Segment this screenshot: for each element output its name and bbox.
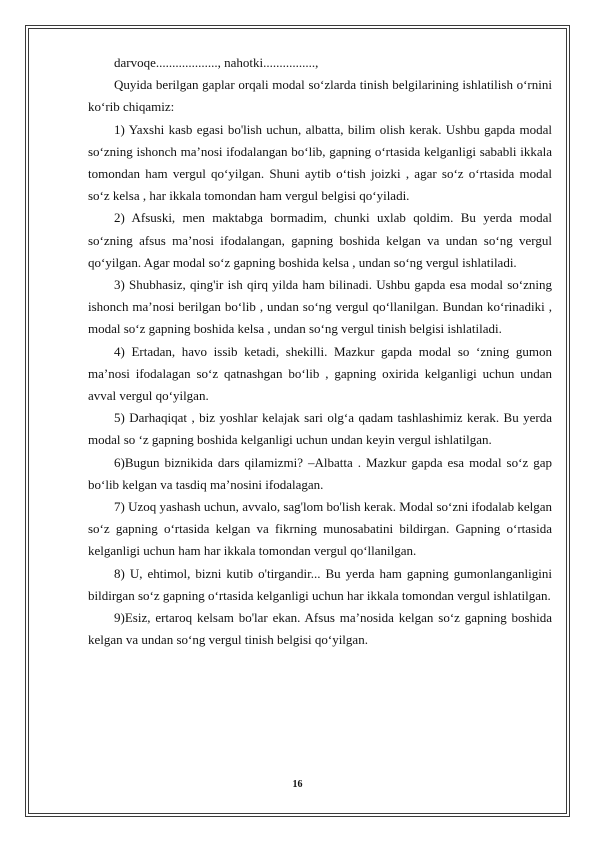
paragraph-example-1: 1) Yaxshi kasb egasi bo'lish uchun, albatta, bilim olish kerak. Ushbu gapda modal so‘zning ishonch ma’nosi ifodalangan bo‘lib, gapning o‘rtasida kelganligi sababli ikkala tomondan ham vergul qo‘yilgan. Shuni aytib o‘tish joizki , agar so‘z o‘rtasida modal so‘z kelsa , har ikkala tomondan ham vergul belgisi qo‘yiladi.: [88, 121, 552, 204]
paragraph-example-6: 6)Bugun biznikida dars qilamizmi? –Albatta . Mazkur gapda esa modal so‘z gap bo‘lib kelgan va tasdiq ma’nosini ifodalagan.: [88, 454, 552, 492]
paragraph-example-7: 7) Uzoq yashash uchun, avvalo, sag'lom bo'lish kerak. Modal so‘zni ifodalab kelgan so‘z gapning o‘rtasida kelgan va fikrning munosabatini bildirgan. Gapning o‘rtasida kelganligi uchun ham har ikkala tomondan vergul qo‘llanilgan.: [88, 499, 552, 559]
paragraph-example-5: 5) Darhaqiqat , biz yoshlar kelajak sari olg‘a qadam tashlashimiz kerak. Bu yerda modal so ‘z gapning boshida kelganligi uchun undan keyin vergul ishlatilgan.: [88, 410, 552, 448]
page-number: 16: [292, 779, 303, 790]
paragraph-intro: Quyida berilgan gaplar orqali modal so‘zlarda tinish belgilarining ishlatilish o‘rnini ko‘rib chiqamiz:: [88, 77, 552, 115]
paragraph-example-8: 8) U, ehtimol, bizni kutib o'tirgandir... Bu yerda ham gapning gumonlanganligini bildirgan so‘z gapning o‘rtasida kelganligi uchun har ikkala tomondan vergul ishlatilgan.: [88, 565, 552, 603]
paragraph-example-9: 9)Esiz, ertaroq kelsam bo'lar ekan. Afsus ma’nosida kelgan so‘z gapning boshida kelgan va undan so‘ng vergul tinish belgisi qo‘yilgan.: [88, 610, 552, 648]
paragraph-example-4: 4) Ertadan, havo issib ketadi, shekilli. Mazkur gapda modal so ‘zning gumon ma’nosi ifodalagan so‘z qatnashgan bo‘lib , gapning oxirida kelganligi uchun undan avval vergul qo‘yilgan.: [88, 343, 552, 404]
document-body: [88, 52, 552, 651]
paragraph-intro-words: darvoqe..................., nahotki................,: [114, 55, 319, 70]
paragraph-example-2: 2) Afsuski, men maktabga bormadim, chunki uxlab qoldim. Bu yerda modal so‘zning afsus ma’nosi ifodalangan, gapning boshida kelgan va undan so‘ng vergul qo‘yilgan. Agar modal so‘z gapning boshida kelsa , undan so‘ng vergul ishlatiladi.: [88, 210, 552, 270]
paragraph-example-3: 3) Shubhasiz, qing'ir ish qirq yilda ham bilinadi. Ushbu gapda esa modal so‘zning ishonch ma’nosi berilgan bo‘lib , undan so‘ng vergul qo‘llanilgan. Bundan ko‘rinadiki , modal so‘z gapning boshida kelsa , undan so‘ng vergul tinish belgisi ishlatiladi.: [88, 277, 552, 337]
